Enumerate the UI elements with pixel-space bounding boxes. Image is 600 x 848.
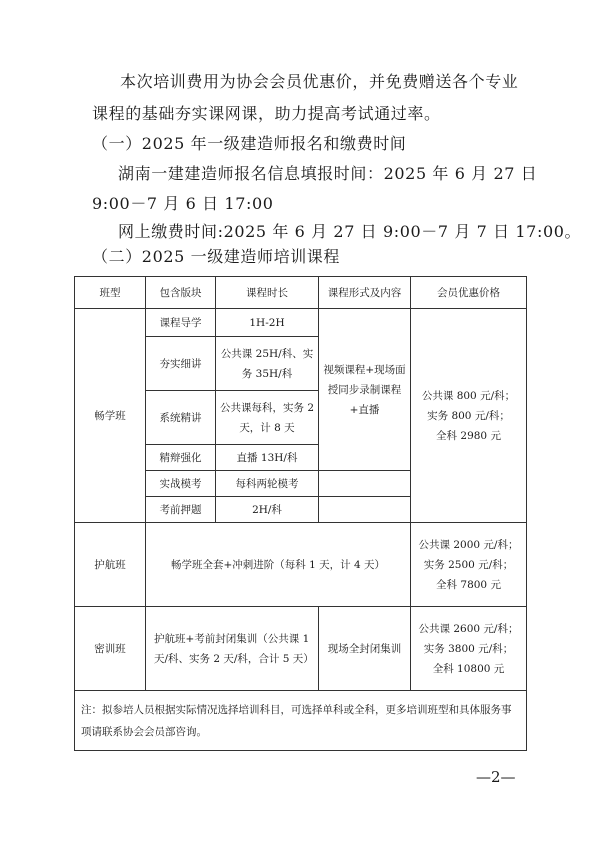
class-name-cell: 密训班 bbox=[75, 607, 146, 691]
column-header: 会员优惠价格 bbox=[411, 277, 527, 309]
class-name-cell: 畅学班 bbox=[75, 309, 146, 523]
column-header: 课程形式及内容 bbox=[319, 277, 411, 309]
module-cell: 系统精讲 bbox=[146, 391, 216, 445]
paragraph-line: 网上缴费时间:2025 年 6 月 27 日 9:00－7 月 7 日 17:00。 bbox=[118, 222, 582, 241]
section-heading: （一）2025 年一级建造师报名和缴费时间 bbox=[92, 134, 407, 153]
price-line: 实务 800 元/科； bbox=[427, 409, 510, 422]
duration-cell: 2H/科 bbox=[216, 497, 319, 523]
format-cell: 视频课程+现场面授同步录制课程+直播 bbox=[319, 309, 411, 471]
duration-cell: 直播 13H/科 bbox=[216, 445, 319, 471]
price-cell bbox=[411, 309, 527, 523]
price-line: 全科 7800 元 bbox=[436, 578, 501, 591]
content-cell: 护航班+考前封闭集训（公共课 1 天/科、实务 2 天/科，合计 5 天） bbox=[146, 607, 319, 691]
duration-cell: 公共课每科，实务 2 天，计 8 天 bbox=[216, 391, 319, 445]
content-cell: 畅学班全套+冲刺进阶（每科 1 天，计 4 天） bbox=[146, 523, 411, 607]
price-line: 全科 10800 元 bbox=[432, 662, 505, 675]
empty-cell bbox=[319, 497, 411, 523]
module-cell: 考前押题 bbox=[146, 497, 216, 523]
module-cell: 实战模考 bbox=[146, 471, 216, 497]
paragraph-line: 9:00－7 月 6 日 17:00 bbox=[92, 194, 274, 213]
column-header: 包含版块 bbox=[146, 277, 216, 309]
price-line: 公共课 800 元/科； bbox=[421, 389, 516, 402]
price-line: 全科 2980 元 bbox=[436, 429, 501, 442]
duration-cell: 1H-2H bbox=[216, 309, 319, 337]
paragraph-line: 湖南一建建造师报名信息填报时间：2025 年 6 月 27 日 bbox=[118, 164, 538, 183]
price-cell bbox=[411, 523, 527, 607]
paragraph-line: 课程的基础夯实课网课，助力提高考试通过率。 bbox=[92, 104, 441, 123]
format-cell: 现场全封闭集训 bbox=[319, 607, 411, 691]
price-line: 公共课 2600 元/科； bbox=[418, 622, 519, 635]
duration-cell: 每科两轮模考 bbox=[216, 471, 319, 497]
price-cell bbox=[411, 607, 527, 691]
module-cell: 精辩强化 bbox=[146, 445, 216, 471]
empty-cell bbox=[319, 471, 411, 497]
module-cell: 夯实细讲 bbox=[146, 337, 216, 391]
duration-cell: 公共课 25H/科、实务 35H/科 bbox=[216, 337, 319, 391]
class-name-cell: 护航班 bbox=[75, 523, 146, 607]
price-line: 实务 2500 元/科； bbox=[423, 558, 514, 571]
table-note: 注：拟参培人员根据实际情况选择培训科目，可选择单科或全科，更多培训班型和具体服务事项请联系协会会员部咨询。 bbox=[75, 691, 527, 751]
training-course-table bbox=[74, 276, 527, 751]
column-header: 课程时长 bbox=[216, 277, 319, 309]
price-line: 公共课 2000 元/科； bbox=[418, 538, 519, 551]
paragraph-line: 本次培训费用为协会会员优惠价，并免费赠送各个专业 bbox=[120, 72, 519, 91]
section-heading: （二）2025 一级建造师培训课程 bbox=[92, 247, 341, 266]
price-line: 实务 3800 元/科； bbox=[423, 642, 514, 655]
page-number: —2— bbox=[476, 768, 516, 786]
column-header: 班型 bbox=[75, 277, 146, 309]
module-cell: 课程导学 bbox=[146, 309, 216, 337]
